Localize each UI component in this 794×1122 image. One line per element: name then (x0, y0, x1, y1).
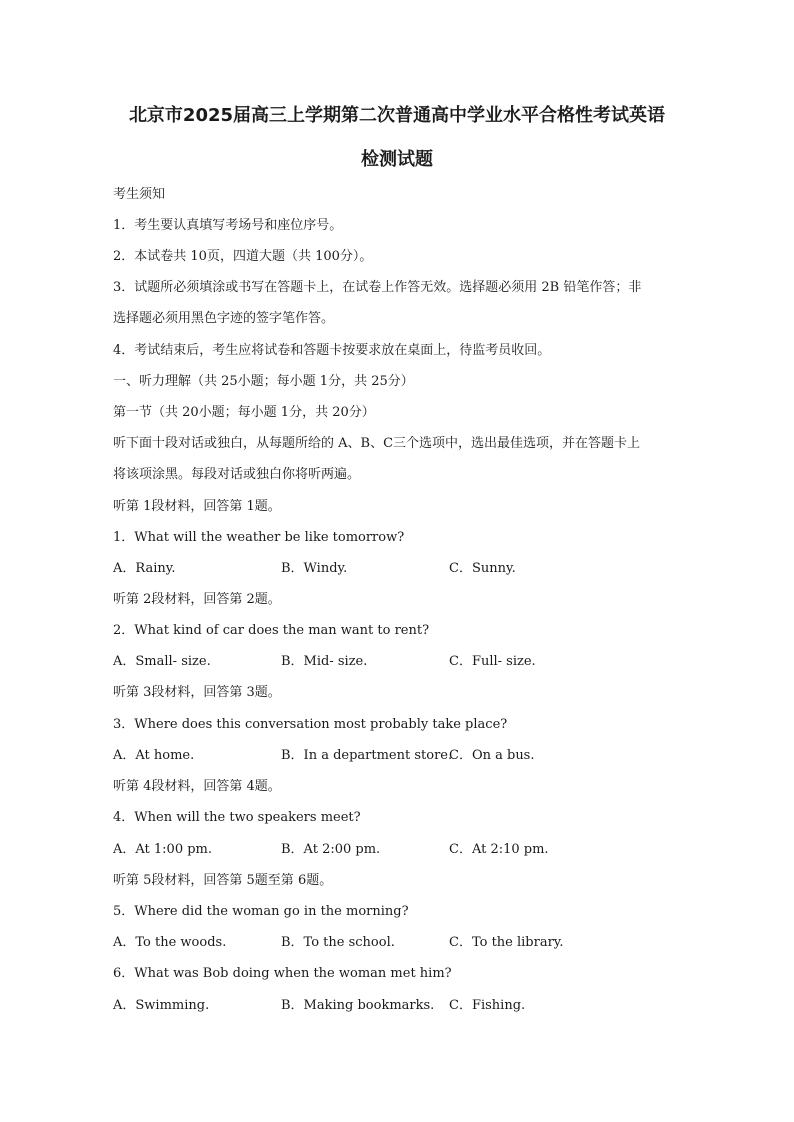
option-6b: B．Making bookmarks. (281, 998, 435, 1013)
option-1a: A．Rainy. (113, 561, 176, 576)
option-4c: C．At 2:10 pm. (449, 842, 549, 857)
page-title-line1: 北京市2025届高三上学期第二次普通高中学业水平合格性考试英语 (128, 105, 666, 126)
question-5: 5．Where did the woman go in the morning? (113, 904, 409, 919)
option-4a: A．At 1:00 pm. (113, 842, 213, 857)
option-2b: B．Mid- size. (281, 654, 368, 669)
option-4b: B．At 2:00 pm. (281, 842, 381, 857)
option-3b: B．In a department store. (281, 748, 453, 763)
notice-heading: 考生须知 (113, 187, 166, 202)
material-label: 听第 3段材料，回答第 3题。 (113, 685, 281, 700)
question-2: 2．What kind of car does the man want to rent? (113, 623, 430, 638)
option-5b: B．To the school. (281, 935, 395, 950)
part-heading: 一、听力理解（共 25小题；每小题 1分，共 25分） (113, 374, 414, 389)
question-6: 6．What was Bob doing when the woman met him? (113, 966, 452, 981)
notice-item: 2．本试卷共 10页，四道大题（共 100分）。 (113, 249, 373, 264)
option-1c: C．Sunny. (449, 561, 516, 576)
option-2c: C．Full- size. (449, 654, 536, 669)
instructions-line: 听下面十段对话或独白，从每题所给的 A、B、C三个选项中，选出最佳选项，并在答题卡上 (113, 436, 641, 451)
material-label: 听第 1段材料，回答第 1题。 (113, 499, 281, 514)
option-3c: C．On a bus. (449, 748, 535, 763)
section-heading: 第一节（共 20小题；每小题 1分，共 20分） (113, 405, 375, 420)
instructions-line: 将该项涂黑。每段对话或独白你将听两遍。 (113, 467, 361, 482)
notice-item: 选择题必须用黑色字迹的签字笔作答。 (113, 311, 335, 326)
question-4: 4．When will the two speakers meet? (113, 810, 361, 825)
option-3a: A．At home. (113, 748, 195, 763)
question-3: 3．Where does this conversation most probably take place? (113, 717, 508, 732)
option-5a: A．To the woods. (113, 935, 227, 950)
option-1b: B．Windy. (281, 561, 348, 576)
notice-item: 1．考生要认真填写考场号和座位序号。 (113, 218, 343, 233)
material-label: 听第 5段材料，回答第 5题至第 6题。 (113, 873, 333, 888)
option-5c: C．To the library. (449, 935, 564, 950)
question-1: 1．What will the weather be like tomorrow? (113, 530, 405, 545)
material-label: 听第 2段材料，回答第 2题。 (113, 592, 281, 607)
option-6c: C．Fishing. (449, 998, 526, 1013)
material-label: 听第 4段材料，回答第 4题。 (113, 779, 281, 794)
notice-item: 3．试题所必须填涂或书写在答题卡上，在试卷上作答无效。选择题必须用 2B 铅笔作答；非 (113, 280, 642, 295)
option-6a: A．Swimming. (113, 998, 210, 1013)
notice-item: 4．考试结束后，考生应将试卷和答题卡按要求放在桌面上，待监考员收回。 (113, 343, 551, 358)
option-2a: A．Small- size. (113, 654, 211, 669)
page-title-line2: 检测试题 (361, 149, 433, 170)
